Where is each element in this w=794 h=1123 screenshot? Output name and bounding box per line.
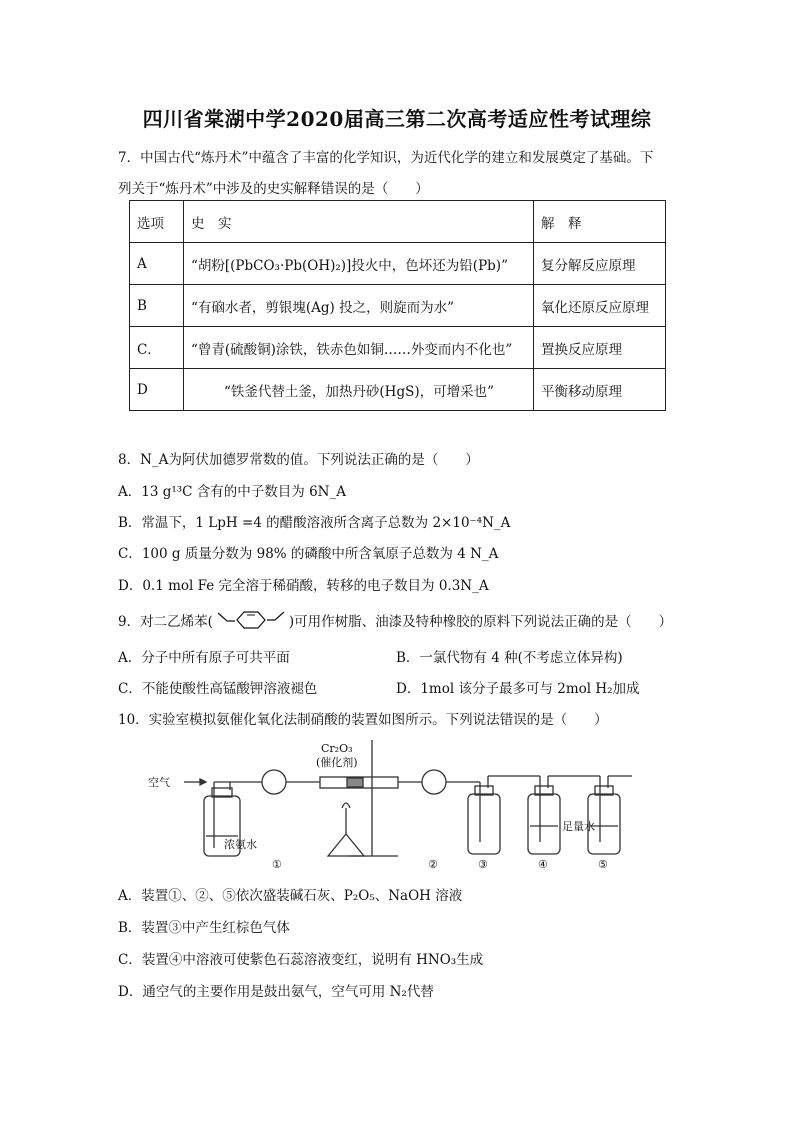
header-explanation: 解 释 <box>534 201 666 243</box>
row-fact: “铁釜代替土釜，加热丹砂(HgS)，可增采也” <box>184 369 534 411</box>
header-option: 选项 <box>130 201 184 243</box>
q8-option-a: A．13 g¹³C 含有的中子数目为 6N_A <box>118 484 346 500</box>
q10-option-c: C．装置④中溶液可使紫色石蕊溶液变红，说明有 HNO₃生成 <box>118 952 484 968</box>
label-catalyst: Cr₂O₃ <box>321 742 353 755</box>
row-option: A <box>130 243 184 285</box>
label-catalyst-note: (催化剂) <box>316 756 358 769</box>
q8-option-b: B．常温下，1 LpH =4 的醋酸溶液所含离子总数为 2×10⁻⁴N_A <box>118 515 511 531</box>
q10-stem: 10．实验室模拟氨催化氧化法制硝酸的装置如图所示。下列说法错误的是（ ） <box>118 712 608 728</box>
row-explanation: 置换反应原理 <box>534 327 666 369</box>
q8-stem: 8．N_A为阿伏加德罗常数的值。下列说法正确的是（ ） <box>118 452 479 468</box>
q9-stem-after: )可用作树脂、油漆及特种橡胶的原料下列说法正确的是（ ） <box>288 614 673 630</box>
label-n1: ① <box>272 858 282 871</box>
row-fact: “有硇水者，剪银塊(Ag) 投之，则旋而为水” <box>184 285 534 327</box>
label-ammonia: 浓氨水 <box>224 838 257 851</box>
row-option: C． <box>130 327 184 369</box>
q9-option-d: D．1mol 该分子最多可与 2mol H₂加成 <box>396 681 640 697</box>
label-n4: ④ <box>538 858 548 871</box>
row-explanation: 复分解反应原理 <box>534 243 666 285</box>
q10-option-a: A．装置①、②、⑤依次盛装碱石灰、P₂O₅、NaOH 溶液 <box>118 888 463 904</box>
label-water: 足量水 <box>562 820 595 833</box>
table-row <box>130 327 666 369</box>
q10-option-b: B．装置③中产生红棕色气体 <box>118 920 290 936</box>
q7-stem-line2: 列关于“炼丹术”中涉及的史实解释错误的是（ ） <box>118 181 429 197</box>
q9-option-a: A．分子中所有原子可共平面 <box>118 650 290 666</box>
page-title: 四川省棠湖中学2020届高三第二次高考适应性考试理综 <box>142 107 652 131</box>
row-option: B <box>130 285 184 327</box>
row-explanation: 氧化还原反应原理 <box>534 285 666 327</box>
apparatus-diagram <box>142 738 642 873</box>
row-fact: “曾青(硫酸铜)涂铁，铁赤色如铜……外变而内不化也” <box>184 327 534 369</box>
label-n2: ② <box>428 858 438 871</box>
table-row <box>130 243 666 285</box>
label-n3: ③ <box>478 858 488 871</box>
q10-option-d: D．通空气的主要作用是鼓出氨气，空气可用 N₂代替 <box>118 984 434 1000</box>
divinylbenzene-structure-icon <box>215 609 287 631</box>
table-row <box>130 369 666 411</box>
q7-stem-line1: 7．中国古代“炼丹术”中蕴含了丰富的化学知识，为近代化学的建立和发展奠定了基础。下 <box>118 150 654 166</box>
q8-option-d: D．0.1 mol Fe 完全溶于稀硝酸，转移的电子数目为 0.3N_A <box>118 578 489 594</box>
row-explanation: 平衡移动原理 <box>534 369 666 411</box>
q9-stem <box>118 609 672 631</box>
q8-option-c: C．100 g 质量分数为 98% 的磷酸中所含氧原子总数为 4 N_A <box>118 546 499 562</box>
q9-option-c: C．不能使酸性高锰酸钾溶液褪色 <box>118 681 318 697</box>
q7-table <box>129 200 666 411</box>
header-fact: 史 实 <box>184 201 534 243</box>
q9-stem-before: 9．对二乙烯苯( <box>118 614 213 630</box>
row-fact: “胡粉[(PbCO₃·Pb(OH)₂)]投火中，色坏还为铅(Pb)” <box>184 243 534 285</box>
table-header-row <box>130 201 666 243</box>
table-row <box>130 285 666 327</box>
label-air: 空气 <box>148 776 170 789</box>
q9-option-b: B．一氯代物有 4 种(不考虑立体异构) <box>396 650 623 666</box>
label-n5: ⑤ <box>598 858 608 871</box>
row-option: D <box>130 369 184 411</box>
